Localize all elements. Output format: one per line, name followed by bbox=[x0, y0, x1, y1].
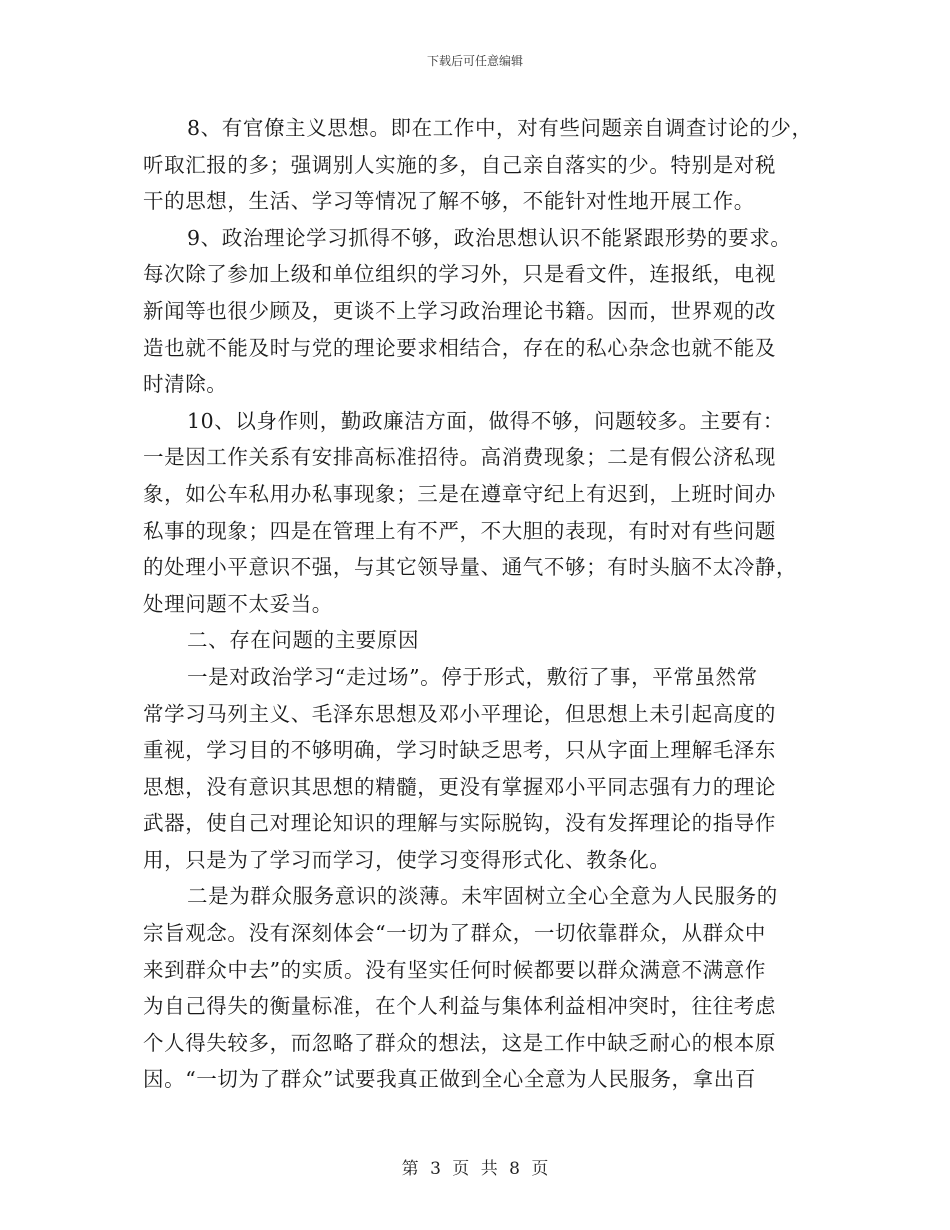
text-line: 二是为群众服务意识的淡薄。未牢固树立全心全意为人民服务的 bbox=[187, 884, 778, 909]
total-pages-number: 8 bbox=[509, 1159, 520, 1179]
text-line: 象，如公车私用办私事现象；三是在遵章守纪上有迟到，上班时间办 bbox=[143, 481, 776, 506]
text-line: 因。“一切为了群众”试要我真正做到全心全意为人民服务，拿出百 bbox=[143, 1067, 756, 1092]
footer-label-ye: 页 bbox=[452, 1159, 470, 1179]
text-line: 造也就不能及时与党的理论要求相结合，存在的私心杂念也就不能及 bbox=[143, 335, 776, 360]
text-line: 二、存在问题的主要原因 bbox=[187, 628, 420, 653]
text-line: 常学习马列主义、毛泽东思想及邓小平理论，但思想上未引起高度的 bbox=[143, 701, 776, 726]
text-line: 每次除了参加上级和单位组织的学习外，只是看文件，连报纸，电视 bbox=[143, 262, 776, 287]
footer-label-di: 第 bbox=[401, 1159, 419, 1179]
text-line: 8、有官僚主义思想。即在工作中，对有些问题亲自调查讨论的少， bbox=[187, 116, 813, 140]
text-line: 处理问题不太妥当。 bbox=[143, 591, 333, 616]
page-header: 下载后可任意编辑 bbox=[426, 54, 523, 68]
text-line: 私事的现象；四是在管理上有不严，不大胆的表现，有时对有些问题 bbox=[143, 518, 776, 543]
text-line: 重视，学习目的不够明确，学习时缺乏思考，只从字面上理解毛泽东 bbox=[143, 738, 776, 763]
text-line: 武器，使自己对理论知识的理解与实际脱钩，没有发挥理论的指导作 bbox=[143, 811, 776, 836]
page-footer bbox=[0, 1154, 950, 1179]
text-line: 一是对政治学习“走过场”。停于形式，敷衍了事，平常虽然常 bbox=[187, 664, 758, 689]
text-line: 来到群众中去”的实质。没有坚实任何时候都要以群众满意不满意作 bbox=[143, 957, 766, 982]
text-line: 9、政治理论学习抓得不够，政治思想认识不能紧跟形势的要求。 bbox=[187, 225, 792, 250]
text-line: 时清除。 bbox=[143, 372, 228, 397]
text-line: 个人得失较多，而忽略了群众的想法，这是工作中缺乏耐心的根本原 bbox=[143, 1030, 776, 1055]
text-line: 思想，没有意识其思想的精髓，更没有掌握邓小平同志强有力的理论 bbox=[143, 774, 776, 799]
text-line: 为自己得失的衡量标准，在个人利益与集体利益相冲突时，往往考虑 bbox=[143, 994, 776, 1019]
document-body bbox=[143, 110, 813, 1098]
text-line: 宗旨观念。没有深刻体会“一切为了群众，一切依靠群众，从群众中 bbox=[143, 921, 766, 946]
text-line: 10、以身作则，勤政廉洁方面，做得不够，问题较多。主要有： bbox=[187, 408, 784, 433]
text-line: 的处理小平意识不强，与其它领导量、通气不够；有时头脑不太冷静， bbox=[143, 555, 798, 580]
text-line: 一是因工作关系有安排高标准招待。高消费现象；二是有假公济私现 bbox=[143, 445, 776, 470]
text-line: 新闻等也很少顾及，更谈不上学习政治理论书籍。因而，世界观的改 bbox=[143, 298, 776, 323]
text-line: 听取汇报的多；强调别人实施的多，自己亲自落实的少。特别是对税 bbox=[143, 152, 776, 177]
current-page-number: 3 bbox=[430, 1159, 441, 1179]
text-line: 干的思想，生活、学习等情况了解不够，不能针对性地开展工作。 bbox=[143, 189, 755, 214]
footer-label-ye-2: 页 bbox=[531, 1159, 549, 1179]
text-line: 用，只是为了学习而学习，使学习变得形式化、教条化。 bbox=[143, 847, 671, 872]
footer-label-gong: 共 bbox=[480, 1159, 498, 1179]
